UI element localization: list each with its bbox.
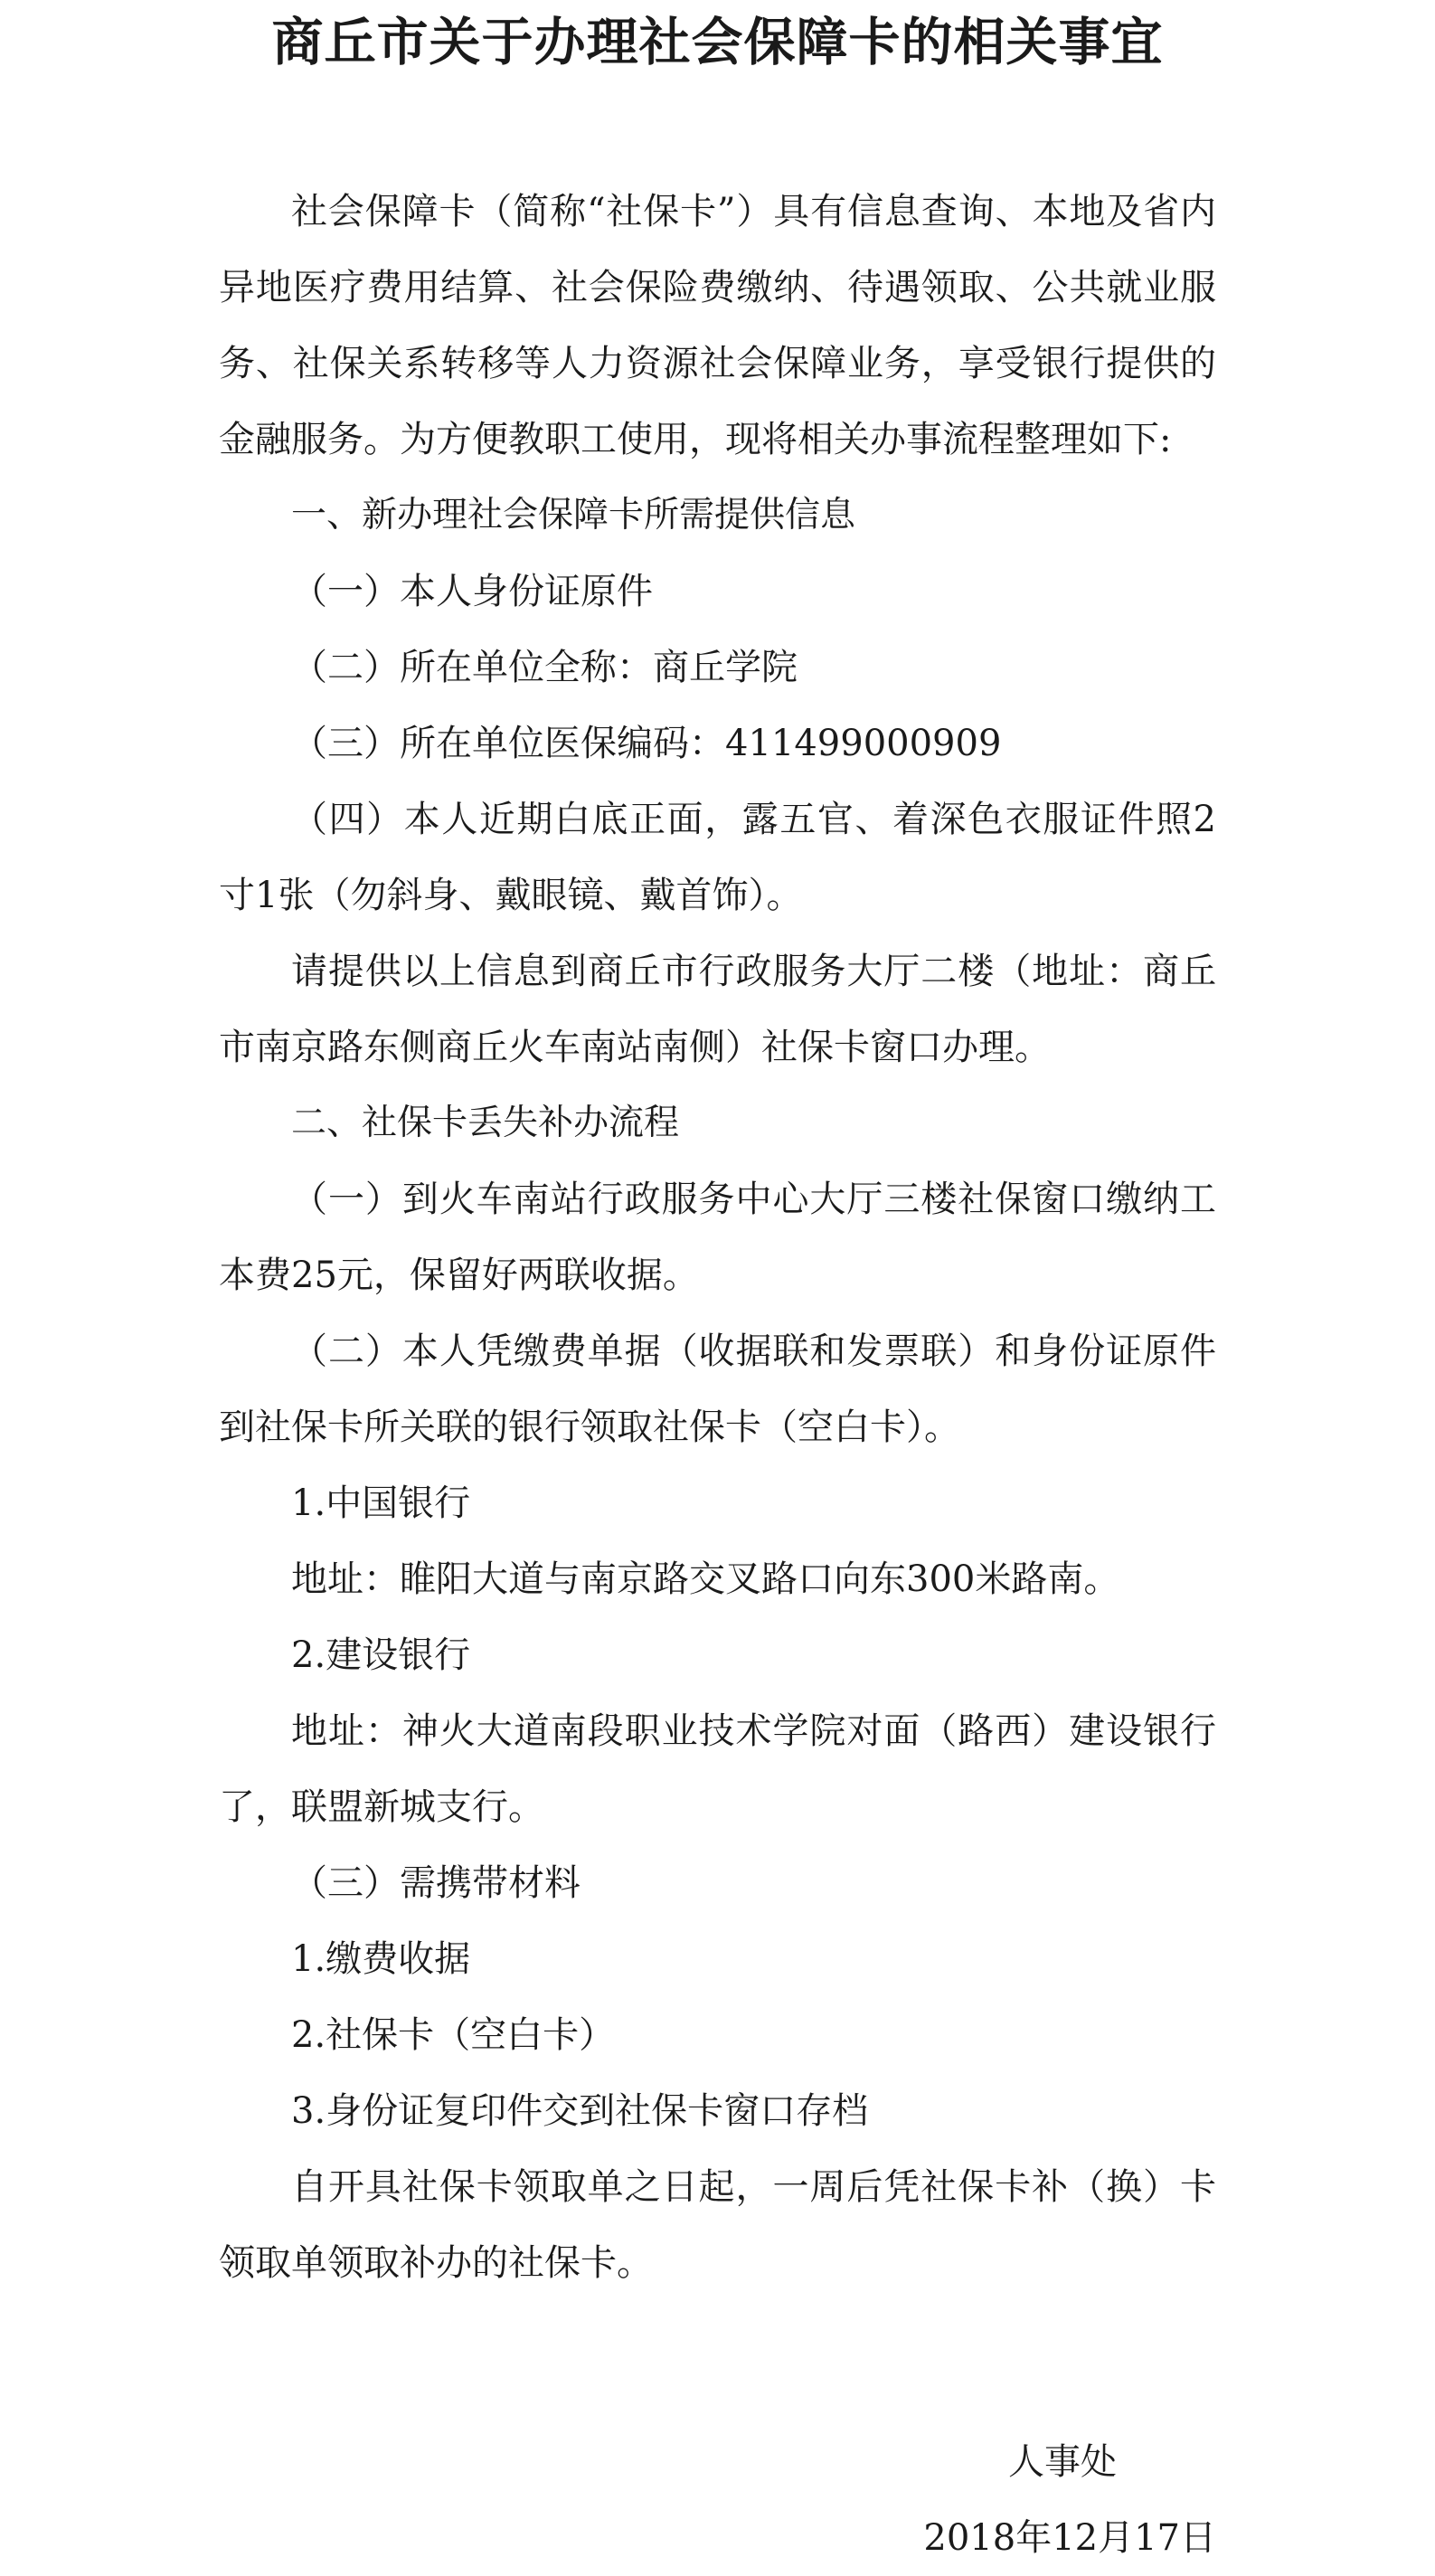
document-title: 商丘市关于办理社会保障卡的相关事宜 (271, 12, 1164, 72)
replacement-step-pay-fee: （一）到火车南站行政服务中心大厅三楼社保窗口缴纳工本费25元，保留好两联收据。 (219, 1179, 1216, 1296)
application-location-note: 请提供以上信息到商丘市行政服务大厅二楼（地址：商丘市南京路东侧商丘火车南站南侧）社保卡窗口办理。 (219, 951, 1216, 1068)
bank-name-boc: 1.中国银行 (291, 1482, 471, 1524)
requirement-item-employer-name: （二）所在单位全称：商丘学院 (291, 647, 798, 688)
bank-address-boc: 地址：睢阳大道与南京路交叉路口向东300米路南。 (291, 1558, 1120, 1600)
requirement-item-insurance-code: （三）所在单位医保编码：411499000909 (291, 723, 1002, 764)
material-item-blank-card: 2.社保卡（空白卡） (291, 2014, 616, 2056)
requirement-item-id-card: （一）本人身份证原件 (291, 571, 653, 612)
intro-paragraph: 社会保障卡（简称“社保卡”）具有信息查询、本地及省内异地医疗费用结算、社会保险费缴纳、待遇领取、公共就业服务、社保关系转移等人力资源社会保障业务，享受银行提供的金融服务。为方便教职工使用，现将相关办事流程整理如下: (219, 191, 1216, 460)
bank-name-ccb: 2.建设银行 (291, 1634, 471, 1676)
section-heading-replacement: 二、社保卡丢失补办流程 (291, 1103, 680, 1143)
bank-address-ccb: 地址：神火大道南段职业技术学院对面（路西）建设银行了，联盟新城支行。 (219, 1710, 1216, 1828)
material-item-receipt: 1.缴费收据 (291, 1938, 471, 1980)
section-heading-new-card: 一、新办理社会保障卡所需提供信息 (291, 495, 856, 535)
requirement-item-photo: （四）本人近期白底正面，露五官、着深色衣服证件照2寸1张（勿斜身、戴眼镜、戴首饰）。 (219, 799, 1216, 916)
replacement-step-materials: （三）需携带材料 (291, 1862, 581, 1904)
closing-paragraph: 自开具社保卡领取单之日起，一周后凭社保卡补（换）卡领取单领取补办的社保卡。 (219, 2166, 1216, 2284)
replacement-step-collect-card: （二）本人凭缴费单据（收据联和发票联）和身份证原件到社保卡所关联的银行领取社保卡（空白卡）。 (219, 1331, 1216, 1448)
document-body (219, 174, 1216, 2301)
material-item-id-copy: 3.身份证复印件交到社保卡窗口存档 (291, 2090, 869, 2132)
issuer-signature: 人事处 (1008, 2441, 1117, 2483)
issue-date: 2018年12月17日 (923, 2517, 1216, 2559)
